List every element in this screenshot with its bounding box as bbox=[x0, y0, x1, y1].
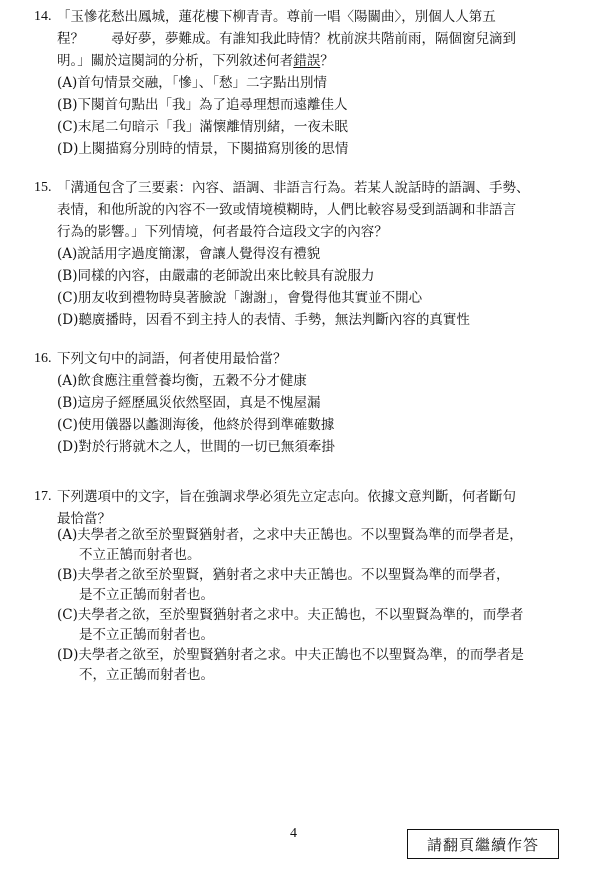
question-text-line: 下列選項中的文字，旨在強調求學必須先立定志向。依據文意判斷，何者斷句 bbox=[57, 489, 516, 505]
turn-page-notice bbox=[407, 829, 559, 859]
question-text-line: 行為的影響。」下列情境，何者最符合這段文字的內容？ bbox=[57, 224, 388, 240]
option-d: (D)夫學者之欲至，於聖賢猶射者之求。中夫正鵠也不以聖賢為準，的而學者是 bbox=[57, 647, 524, 663]
option-d: (D)對於行將就木之人，世間的一切已無須牽掛 bbox=[57, 439, 335, 455]
question-text-line: 最恰當？ bbox=[57, 511, 111, 527]
option-d: (D)聽廣播時，因看不到主持人的表情、手勢，無法判斷內容的真實性 bbox=[57, 312, 470, 328]
question-text-line: 程？ 尋好夢，夢難成。有誰知我此時情？枕前淚共階前雨，隔個窗兒滴到 bbox=[57, 31, 516, 47]
option-c-continuation: 是不立正鵠而射者也。 bbox=[79, 627, 214, 643]
page-number: 4 bbox=[290, 826, 297, 841]
emphasis-word: 錯誤 bbox=[293, 53, 321, 69]
question-number: 14. bbox=[34, 9, 52, 24]
option-a: (A)首句情景交融，「慘」、「愁」二字點出別情 bbox=[57, 75, 328, 91]
option-d: (D)上闋描寫分別時的情景，下闋描寫別後的思情 bbox=[57, 141, 349, 157]
question-text-line bbox=[57, 50, 334, 72]
question-text-segment: 明。」關於這闋詞的分析，下列敘述何者 bbox=[57, 53, 294, 69]
option-c: (C)使用儀器以蠡測海後，他終於得到準確數據 bbox=[57, 417, 335, 433]
question-text-line: 「玉慘花愁出鳳城，蓮花樓下柳青青。尊前一唱〈陽關曲〉，別個人人第五 bbox=[57, 9, 496, 25]
option-a: (A)說話用字過度簡潔，會讓人覺得沒有禮貌 bbox=[57, 246, 321, 262]
question-number: 17. bbox=[34, 489, 52, 504]
question-text-line: 下列文句中的詞語，何者使用最恰當？ bbox=[57, 351, 287, 367]
option-b: (B)夫學者之欲至於聖賢，猶射者之求中夫正鵠也。不以聖賢為準的而學者， bbox=[57, 567, 510, 583]
option-b: (B)同樣的內容，由嚴肅的老師說出來比較具有說服力 bbox=[57, 268, 375, 284]
question-number: 16. bbox=[34, 351, 52, 366]
option-a: (A)飲食應注重營養均衡，五穀不分才健康 bbox=[57, 373, 307, 389]
option-a: (A)夫學者之欲至於聖賢猶射者，之求中夫正鵠也。不以聖賢為準的而學者是， bbox=[57, 527, 523, 543]
option-c: (C)朋友收到禮物時臭著臉說「謝謝」，會覺得他其實並不開心 bbox=[57, 290, 423, 306]
question-text-line: 「溝通包含了三要素：內容、語調、非語言行為。若某人說話時的語調、手勢、 bbox=[57, 180, 530, 196]
turn-page-text: 請翻頁繼續作答 bbox=[426, 835, 539, 854]
option-a-continuation: 不立正鵠而射者也。 bbox=[79, 547, 201, 563]
option-c: (C)末尾二句暗示「我」滿懷離情別緒，一夜未眠 bbox=[57, 119, 348, 135]
option-d-continuation: 不，立正鵠而射者也。 bbox=[79, 667, 214, 683]
option-b: (B)這房子經歷風災依然堅固，真是不愧屋漏 bbox=[57, 395, 321, 411]
option-b-continuation: 是不立正鵠而射者也。 bbox=[79, 587, 214, 603]
question-text-line: 表情，和他所說的內容不一致或情境模糊時，人們比較容易受到語調和非語言 bbox=[57, 202, 516, 218]
question-number: 15. bbox=[34, 180, 52, 195]
question-mark: ？ bbox=[320, 53, 334, 69]
option-b: (B)下闋首句點出「我」為了追尋理想而遠離佳人 bbox=[57, 97, 348, 113]
option-c: (C)夫學者之欲，至於聖賢猶射者之求中。夫正鵠也，不以聖賢為準的，而學者 bbox=[57, 607, 524, 623]
